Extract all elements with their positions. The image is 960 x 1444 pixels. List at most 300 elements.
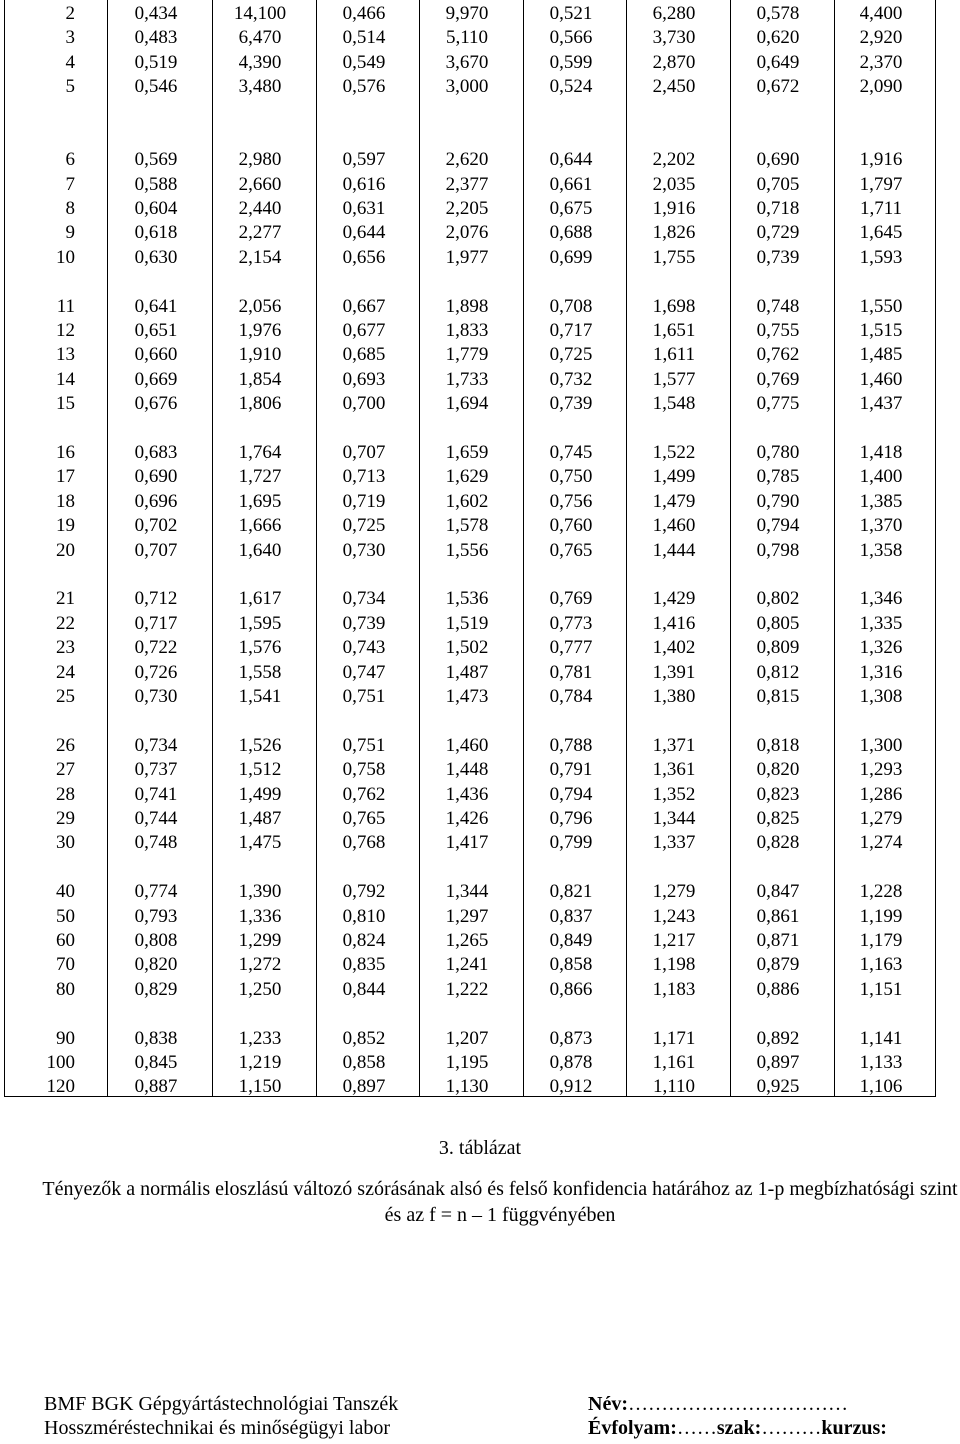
table-cell-value: 0,434 — [134, 3, 178, 24]
name-dots: …………………………… — [627, 1393, 848, 1415]
table-cell-value: 1,418 — [859, 442, 903, 463]
table-cell-value: 0,745 — [549, 442, 593, 463]
table-cell-value: 0,756 — [549, 490, 593, 512]
major-label: szak: — [716, 1417, 762, 1439]
table-cell-value: 0,837 — [549, 905, 593, 927]
table-cell-value: 1,391 — [652, 661, 696, 683]
table-cell-value: 0,604 — [134, 198, 178, 219]
table-cell-n: 25 — [56, 686, 75, 707]
table-cell-value: 0,809 — [756, 637, 800, 659]
table-cell-value: 0,878 — [549, 1052, 593, 1073]
table-cell-value: 0,521 — [549, 3, 593, 24]
table-cell-n: 22 — [56, 612, 75, 634]
table-cell-value: 0,707 — [342, 442, 386, 463]
table-cell-value: 0,651 — [134, 320, 178, 341]
table-cell-value: 0,514 — [342, 27, 386, 49]
table-cell-value: 0,785 — [756, 466, 800, 488]
table-cell-value: 2,090 — [859, 76, 903, 98]
table-cell-value: 1,460 — [652, 515, 696, 537]
table-cell-value: 1,898 — [445, 295, 489, 317]
table-cell-value: 0,677 — [342, 320, 386, 341]
table-cell-value: 1,611 — [652, 344, 696, 366]
table-cell-value: 0,576 — [342, 76, 386, 98]
table-cell-value: 0,823 — [756, 783, 800, 805]
table-cell-value: 1,910 — [238, 344, 282, 366]
table-cell-value: 1,711 — [859, 198, 903, 219]
table-cell-value: 1,617 — [238, 588, 282, 610]
table-cell-value: 0,748 — [756, 295, 800, 317]
table-cell-value: 0,483 — [134, 27, 178, 49]
table-cell-value: 1,207 — [445, 1027, 489, 1049]
table-cell-value: 3,000 — [445, 76, 489, 98]
department-name: BMF BGK Gépgyártástechnológiai Tanszék — [44, 1393, 399, 1415]
table-cell-value: 1,335 — [859, 612, 903, 634]
table-cell-value: 1,475 — [238, 832, 282, 854]
table-cell-value: 1,448 — [445, 759, 489, 781]
footer-institution — [44, 1392, 398, 1440]
table-cell-value: 0,719 — [342, 490, 386, 512]
table-cell-value: 0,705 — [756, 173, 800, 195]
table-cell-value: 0,762 — [756, 344, 800, 366]
table-cell-value: 0,765 — [342, 808, 386, 829]
table-cell-value: 0,750 — [549, 466, 593, 488]
table-cell-value: 0,798 — [756, 539, 800, 561]
table-cell-value: 0,845 — [134, 1052, 178, 1073]
table-cell-value: 4,400 — [859, 3, 903, 24]
table-cell-value: 1,755 — [652, 246, 696, 268]
table-cell-value: 1,429 — [652, 588, 696, 610]
table-cell-value: 1,110 — [652, 1076, 696, 1098]
table-cell-value: 1,536 — [445, 588, 489, 610]
table-cell-value: 0,744 — [134, 808, 178, 829]
table-cell-n: 18 — [56, 490, 75, 512]
table-cell-value: 0,729 — [756, 222, 800, 244]
table-cell-value: 1,473 — [445, 686, 489, 707]
table-cell-value: 0,739 — [549, 393, 593, 415]
table-cell-n: 50 — [56, 905, 75, 927]
table-cell-n: 29 — [56, 808, 75, 829]
table-cell-value: 1,299 — [238, 930, 282, 951]
table-cell-value: 1,602 — [445, 490, 489, 512]
table-cell-value: 1,727 — [238, 466, 282, 488]
table-cell-value: 0,751 — [342, 686, 386, 707]
table-cell-value: 0,780 — [756, 442, 800, 463]
table-cell-value: 1,141 — [859, 1027, 903, 1049]
table-cell-value: 1,161 — [652, 1052, 696, 1073]
table-cell-value: 1,337 — [652, 832, 696, 854]
table-cell-value: 0,758 — [342, 759, 386, 781]
table-cell-value: 2,035 — [652, 173, 696, 195]
table-cell-value: 0,897 — [342, 1076, 386, 1098]
table-cell-value: 1,380 — [652, 686, 696, 707]
table-cell-value: 1,308 — [859, 686, 903, 707]
table-cell-n: 80 — [56, 978, 75, 1000]
table-cell-value: 1,133 — [859, 1052, 903, 1073]
table-cell-value: 1,274 — [859, 832, 903, 854]
table-cell-value: 1,698 — [652, 295, 696, 317]
table-cell-value: 0,852 — [342, 1027, 386, 1049]
table-cell-value: 1,358 — [859, 539, 903, 561]
table-cell-value: 0,578 — [756, 3, 800, 24]
table-cell-value: 2,620 — [445, 149, 489, 171]
table-cell-value: 2,370 — [859, 51, 903, 73]
table-cell-value: 1,502 — [445, 637, 489, 659]
table-cell-n: 28 — [56, 783, 75, 805]
table-cell-value: 1,522 — [652, 442, 696, 463]
table-cell-value: 1,243 — [652, 905, 696, 927]
table-cell-value: 1,199 — [859, 905, 903, 927]
table-cell-value: 1,265 — [445, 930, 489, 951]
table-cell-value: 0,630 — [134, 246, 178, 268]
table-cell-value: 0,661 — [549, 173, 593, 195]
table-cell-value: 0,796 — [549, 808, 593, 829]
table-cell-value: 0,769 — [549, 588, 593, 610]
table-cell-value: 0,844 — [342, 978, 386, 1000]
table-cell-value: 0,725 — [549, 344, 593, 366]
table-cell-value: 1,390 — [238, 881, 282, 903]
table-cell-value: 1,195 — [445, 1052, 489, 1073]
table-cell-value: 1,163 — [859, 954, 903, 976]
table-cell-value: 3,480 — [238, 76, 282, 98]
table-cell-value: 1,550 — [859, 295, 903, 317]
table-cell-value: 0,696 — [134, 490, 178, 512]
table-cell-value: 1,548 — [652, 393, 696, 415]
table-cell-value: 1,400 — [859, 466, 903, 488]
table-cell-value: 0,685 — [342, 344, 386, 366]
table-cell-value: 0,675 — [549, 198, 593, 219]
table-cell-value: 0,829 — [134, 978, 178, 1000]
table-cell-value: 0,546 — [134, 76, 178, 98]
table-cell-n: 12 — [56, 320, 75, 341]
table-cell-value: 1,779 — [445, 344, 489, 366]
table-cell-value: 1,460 — [445, 734, 489, 756]
table-cell-value: 1,426 — [445, 808, 489, 829]
table-cell-n: 19 — [56, 515, 75, 537]
table-cell-value: 1,640 — [238, 539, 282, 561]
table-cell-value: 1,645 — [859, 222, 903, 244]
table-cell-value: 1,977 — [445, 246, 489, 268]
table-cell-value: 1,576 — [238, 637, 282, 659]
table-cell-value: 0,858 — [342, 1052, 386, 1073]
table-cell-value: 1,499 — [652, 466, 696, 488]
table-cell-value: 0,762 — [342, 783, 386, 805]
table-cell-value: 1,346 — [859, 588, 903, 610]
table-cell-value: 0,873 — [549, 1027, 593, 1049]
table-cell-n: 40 — [56, 881, 75, 903]
table-cell-value: 1,279 — [652, 881, 696, 903]
table-cell-n: 100 — [46, 1052, 75, 1073]
table-cell-n: 60 — [56, 930, 75, 951]
table-cell-value: 0,569 — [134, 149, 178, 171]
table-cell-value: 0,618 — [134, 222, 178, 244]
table-cell-value: 1,487 — [445, 661, 489, 683]
table-cell-value: 1,499 — [238, 783, 282, 805]
table-cell-value: 1,250 — [238, 978, 282, 1000]
table-cell-value: 0,828 — [756, 832, 800, 854]
table-cell-value: 5,110 — [445, 27, 489, 49]
table-cell-value: 0,765 — [549, 539, 593, 561]
year-dots: …… — [676, 1417, 717, 1439]
table-cell-value: 1,150 — [238, 1076, 282, 1098]
table-cell-n: 17 — [56, 466, 75, 488]
table-cell-value: 0,858 — [549, 954, 593, 976]
table-cell-value: 0,690 — [756, 149, 800, 171]
table-cell-value: 0,667 — [342, 295, 386, 317]
table-cell-value: 1,316 — [859, 661, 903, 683]
table-cell-value: 1,666 — [238, 515, 282, 537]
table-cell-value: 1,344 — [445, 881, 489, 903]
table-cell-value: 1,198 — [652, 954, 696, 976]
table-cell-value: 0,722 — [134, 637, 178, 659]
table-cell-n: 10 — [56, 246, 75, 268]
table-cell-value: 0,737 — [134, 759, 178, 781]
table-cell-value: 0,549 — [342, 51, 386, 73]
table-cell-value: 1,806 — [238, 393, 282, 415]
table-cell-value: 0,713 — [342, 466, 386, 488]
table-cell-value: 2,377 — [445, 173, 489, 195]
table-cell-value: 1,797 — [859, 173, 903, 195]
table-cell-n: 120 — [46, 1076, 75, 1098]
table-cell-value: 1,695 — [238, 490, 282, 512]
table-cell-value: 2,076 — [445, 222, 489, 244]
table-cell-value: 1,297 — [445, 905, 489, 927]
table-cell-value: 0,734 — [342, 588, 386, 610]
course-label: kurzus: — [821, 1417, 887, 1439]
table-cell-value: 0,871 — [756, 930, 800, 951]
table-cell-value: 1,233 — [238, 1027, 282, 1049]
table-cell-value: 0,794 — [756, 515, 800, 537]
factor-table — [4, 0, 936, 1097]
table-cell-value: 0,760 — [549, 515, 593, 537]
table-cell-value: 1,460 — [859, 368, 903, 390]
table-cell-n: 6 — [65, 149, 75, 171]
table-cell-value: 1,733 — [445, 368, 489, 390]
year-major-course-field — [588, 1416, 887, 1440]
table-cell-n: 16 — [56, 442, 75, 463]
table-cell-value: 0,660 — [134, 344, 178, 366]
table-cell-value: 0,631 — [342, 198, 386, 219]
table-cell-value: 0,820 — [756, 759, 800, 781]
table-cell-n: 24 — [56, 661, 75, 683]
table-cell-n: 70 — [56, 954, 75, 976]
table-cell-value: 0,769 — [756, 368, 800, 390]
table-cell-value: 0,707 — [134, 539, 178, 561]
table-cell-value: 0,849 — [549, 930, 593, 951]
table-cell-value: 0,773 — [549, 612, 593, 634]
table-cell-value: 1,593 — [859, 246, 903, 268]
table-cell-n: 9 — [65, 222, 75, 244]
table-cell-value: 1,151 — [859, 978, 903, 1000]
table-cell-value: 0,886 — [756, 978, 800, 1000]
table-cell-value: 0,702 — [134, 515, 178, 537]
table-cell-n: 5 — [65, 76, 75, 98]
table-cell-n: 4 — [65, 51, 75, 73]
table-cell-value: 0,751 — [342, 734, 386, 756]
table-cell-value: 1,916 — [859, 149, 903, 171]
table-cell-value: 1,336 — [238, 905, 282, 927]
table-cell-value: 0,644 — [549, 149, 593, 171]
table-cell-value: 0,700 — [342, 393, 386, 415]
table-cell-value: 1,436 — [445, 783, 489, 805]
table-cell-value: 1,556 — [445, 539, 489, 561]
table-cell-value: 2,660 — [238, 173, 282, 195]
table-cell-value: 0,519 — [134, 51, 178, 73]
footer-student-fields — [588, 1392, 887, 1440]
table-cell-value: 0,774 — [134, 881, 178, 903]
table-cell-value: 1,437 — [859, 393, 903, 415]
table-cell-value: 0,717 — [549, 320, 593, 341]
table-cell-value: 0,887 — [134, 1076, 178, 1098]
table-cell-value: 1,578 — [445, 515, 489, 537]
table-cell-value: 1,402 — [652, 637, 696, 659]
table-cell-value: 1,833 — [445, 320, 489, 341]
table-cell-value: 0,792 — [342, 881, 386, 903]
table-cell-n: 90 — [56, 1027, 75, 1049]
table-cell-value: 0,741 — [134, 783, 178, 805]
table-cell-value: 0,777 — [549, 637, 593, 659]
table-cell-n: 3 — [65, 27, 75, 49]
table-cell-value: 0,712 — [134, 588, 178, 610]
table-cell-value: 0,781 — [549, 661, 593, 683]
table-cell-value: 0,892 — [756, 1027, 800, 1049]
table-cell-value: 0,912 — [549, 1076, 593, 1098]
table-cell-value: 2,920 — [859, 27, 903, 49]
table-cell-value: 0,794 — [549, 783, 593, 805]
table-cell-value: 0,669 — [134, 368, 178, 390]
table-cell-value: 1,854 — [238, 368, 282, 390]
table-cell-value: 0,739 — [756, 246, 800, 268]
table-cell-value: 1,370 — [859, 515, 903, 537]
table-cell-value: 0,802 — [756, 588, 800, 610]
table-cell-value: 0,755 — [756, 320, 800, 341]
table-cell-value: 0,791 — [549, 759, 593, 781]
table-cell-value: 0,790 — [756, 490, 800, 512]
table-cell-value: 2,202 — [652, 149, 696, 171]
table-cell-value: 1,344 — [652, 808, 696, 829]
table-cell-value: 0,672 — [756, 76, 800, 98]
table-cell-value: 1,179 — [859, 930, 903, 951]
table-cell-value: 2,980 — [238, 149, 282, 171]
table-cell-value: 3,730 — [652, 27, 696, 49]
table-cell-value: 0,599 — [549, 51, 593, 73]
table-cell-value: 0,730 — [342, 539, 386, 561]
table-cell-value: 1,217 — [652, 930, 696, 951]
table-cell-value: 0,838 — [134, 1027, 178, 1049]
table-cell-value: 6,470 — [238, 27, 282, 49]
table-cell-n: 23 — [56, 637, 75, 659]
table-cell-value: 1,416 — [652, 612, 696, 634]
table-cell-value: 0,656 — [342, 246, 386, 268]
table-cell-value: 0,821 — [549, 881, 593, 903]
table-cell-value: 1,558 — [238, 661, 282, 683]
table-cell-value: 0,810 — [342, 905, 386, 927]
table-cell-value: 0,730 — [134, 686, 178, 707]
table-cell-n: 21 — [56, 588, 75, 610]
table-cell-n: 13 — [56, 344, 75, 366]
table-cell-value: 1,286 — [859, 783, 903, 805]
table-cell-value: 1,361 — [652, 759, 696, 781]
table-cell-value: 3,670 — [445, 51, 489, 73]
table-cell-value: 0,879 — [756, 954, 800, 976]
table-cell-value: 0,717 — [134, 612, 178, 634]
year-label: Évfolyam: — [588, 1417, 677, 1439]
table-cell-value: 1,300 — [859, 734, 903, 756]
name-label: Név: — [588, 1393, 628, 1415]
table-cell-value: 0,861 — [756, 905, 800, 927]
table-cell-value: 0,748 — [134, 832, 178, 854]
table-cell-value: 0,747 — [342, 661, 386, 683]
table-cell-value: 2,056 — [238, 295, 282, 317]
table-cell-value: 0,566 — [549, 27, 593, 49]
table-cell-value: 0,597 — [342, 149, 386, 171]
table-number: 3. táblázat — [438, 1137, 522, 1159]
table-cell-value: 0,620 — [756, 27, 800, 49]
table-cell-value: 0,676 — [134, 393, 178, 415]
table-cell-value: 2,450 — [652, 76, 696, 98]
table-cell-value: 1,479 — [652, 490, 696, 512]
table-cell-value: 1,595 — [238, 612, 282, 634]
table-cell-value: 1,519 — [445, 612, 489, 634]
table-cell-value: 2,205 — [445, 198, 489, 219]
table-cell-value: 2,870 — [652, 51, 696, 73]
table-cell-value: 1,577 — [652, 368, 696, 390]
table-cell-value: 1,659 — [445, 442, 489, 463]
table-cell-value: 0,725 — [342, 515, 386, 537]
table-cell-value: 2,440 — [238, 198, 282, 219]
table-cell-value: 0,818 — [756, 734, 800, 756]
table-cell-value: 2,154 — [238, 246, 282, 268]
table-cell-value: 0,825 — [756, 808, 800, 829]
table-cell-value: 0,693 — [342, 368, 386, 390]
table-cell-value: 0,808 — [134, 930, 178, 951]
table-cell-value: 1,764 — [238, 442, 282, 463]
table-cell-value: 1,694 — [445, 393, 489, 415]
table-cell-value: 1,130 — [445, 1076, 489, 1098]
table-cell-value: 0,732 — [549, 368, 593, 390]
table-cell-value: 1,106 — [859, 1076, 903, 1098]
table-cell-value: 0,718 — [756, 198, 800, 219]
major-dots: ……… — [761, 1417, 822, 1439]
table-cell-value: 14,100 — [233, 3, 287, 24]
lab-name: Hosszméréstechnikai és minőségügyi labor — [44, 1417, 391, 1439]
table-cell-value: 0,805 — [756, 612, 800, 634]
table-cell-value: 0,824 — [342, 930, 386, 951]
table-cell-value: 1,219 — [238, 1052, 282, 1073]
table-cell-value: 0,799 — [549, 832, 593, 854]
name-field — [588, 1392, 887, 1416]
table-cell-value: 0,616 — [342, 173, 386, 195]
table-cell-value: 1,515 — [859, 320, 903, 341]
table-cell-n: 11 — [56, 295, 75, 317]
table-cell-value: 1,826 — [652, 222, 696, 244]
table-cell-value: 4,390 — [238, 51, 282, 73]
table-cell-value: 1,916 — [652, 198, 696, 219]
table-cell-value: 0,784 — [549, 686, 593, 707]
table-cell-value: 0,815 — [756, 686, 800, 707]
table-cell-n: 30 — [56, 832, 75, 854]
table-cell-n: 7 — [65, 173, 75, 195]
table-cell-value: 0,847 — [756, 881, 800, 903]
table-cell-value: 0,644 — [342, 222, 386, 244]
table-cell-n: 15 — [56, 393, 75, 415]
table-cell-n: 14 — [56, 368, 75, 390]
table-cell-value: 1,171 — [652, 1027, 696, 1049]
table-cell-value: 0,866 — [549, 978, 593, 1000]
table-cell-value: 1,976 — [238, 320, 282, 341]
table-cell-value: 0,812 — [756, 661, 800, 683]
table-cell-value: 0,768 — [342, 832, 386, 854]
table-cell-value: 1,485 — [859, 344, 903, 366]
